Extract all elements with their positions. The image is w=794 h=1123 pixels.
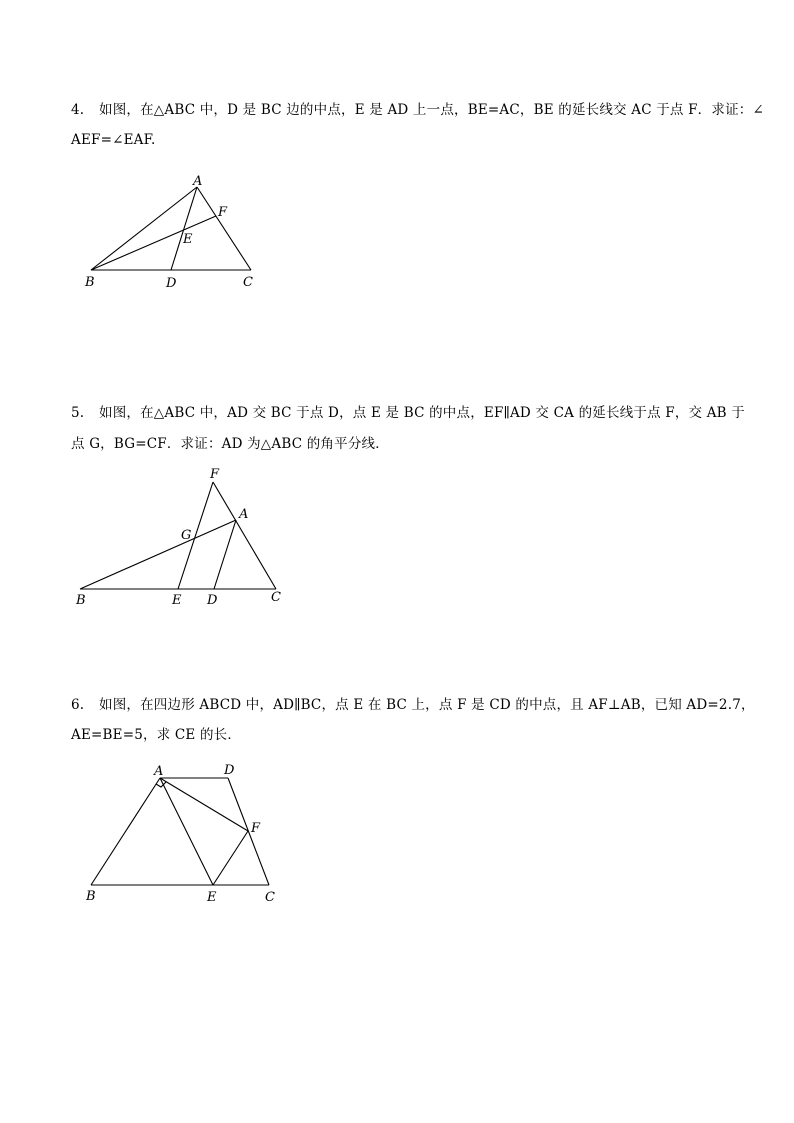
problem-4-text-1: 如图，在△ABC 中，D 是 BC 边的中点，E 是 AD 上一点，BE=AC，BE 的延长线交 AC 于点 F．求证：∠ xyxy=(99,102,764,118)
problem-6-number: 6. xyxy=(71,697,85,713)
segment-ae xyxy=(160,778,213,885)
label-f: F xyxy=(218,205,228,220)
problem-5-text-1: 如图，在△ABC 中，AD 交 BC 于点 D，点 E 是 BC 的中点，EF∥AD 交 CA 的延长线于点 F，交 AB 于 xyxy=(99,405,745,421)
label-c: C xyxy=(243,275,253,290)
label-c: C xyxy=(265,890,275,905)
problem-6-line-1 xyxy=(71,695,755,715)
segment-dc xyxy=(228,778,269,885)
label-e: E xyxy=(172,593,182,608)
segment-ba xyxy=(80,520,236,589)
segment-fc xyxy=(213,482,276,589)
label-b: B xyxy=(86,889,96,904)
label-b: B xyxy=(85,275,95,290)
label-f: F xyxy=(251,821,261,836)
problem-5-line-1 xyxy=(71,403,745,423)
label-e: E xyxy=(183,232,193,247)
segment-fe xyxy=(178,482,213,589)
segment-ac xyxy=(197,187,251,270)
problem-6-text-1: 如图，在四边形 ABCD 中，AD∥BC，点 E 在 BC 上，点 F 是 CD 的中点，且 AF⊥AB，已知 AD=2.7， xyxy=(99,697,755,713)
label-a: A xyxy=(239,507,249,522)
right-angle-mark xyxy=(156,782,166,787)
label-e: E xyxy=(207,890,217,905)
label-d: D xyxy=(207,593,218,608)
label-b: B xyxy=(76,593,86,608)
segment-af xyxy=(160,778,248,831)
label-g: G xyxy=(181,528,192,543)
label-a: A xyxy=(193,174,203,189)
segment-ad xyxy=(171,187,197,270)
segment-ef xyxy=(213,831,248,885)
label-f: F xyxy=(210,467,220,482)
segment-ad xyxy=(214,520,236,589)
segment-ab xyxy=(91,778,160,885)
problem-5-line-2: 点 G，BG=CF．求证：AD 为△ABC 的角平分线． xyxy=(71,436,389,452)
label-d: D xyxy=(224,763,235,778)
problem-6-line-2: AE=BE=5，求 CE 的长． xyxy=(71,727,242,743)
label-c: C xyxy=(271,590,281,605)
problem-4-number: 4. xyxy=(71,102,85,118)
segment-bf xyxy=(91,216,216,270)
label-a: A xyxy=(154,764,164,779)
label-d: D xyxy=(166,276,177,291)
segment-ab xyxy=(91,187,197,270)
problem-4-line-1 xyxy=(71,100,764,120)
problem-5-number: 5. xyxy=(71,405,85,421)
problem-4-line-2: AEF=∠EAF. xyxy=(71,132,156,148)
